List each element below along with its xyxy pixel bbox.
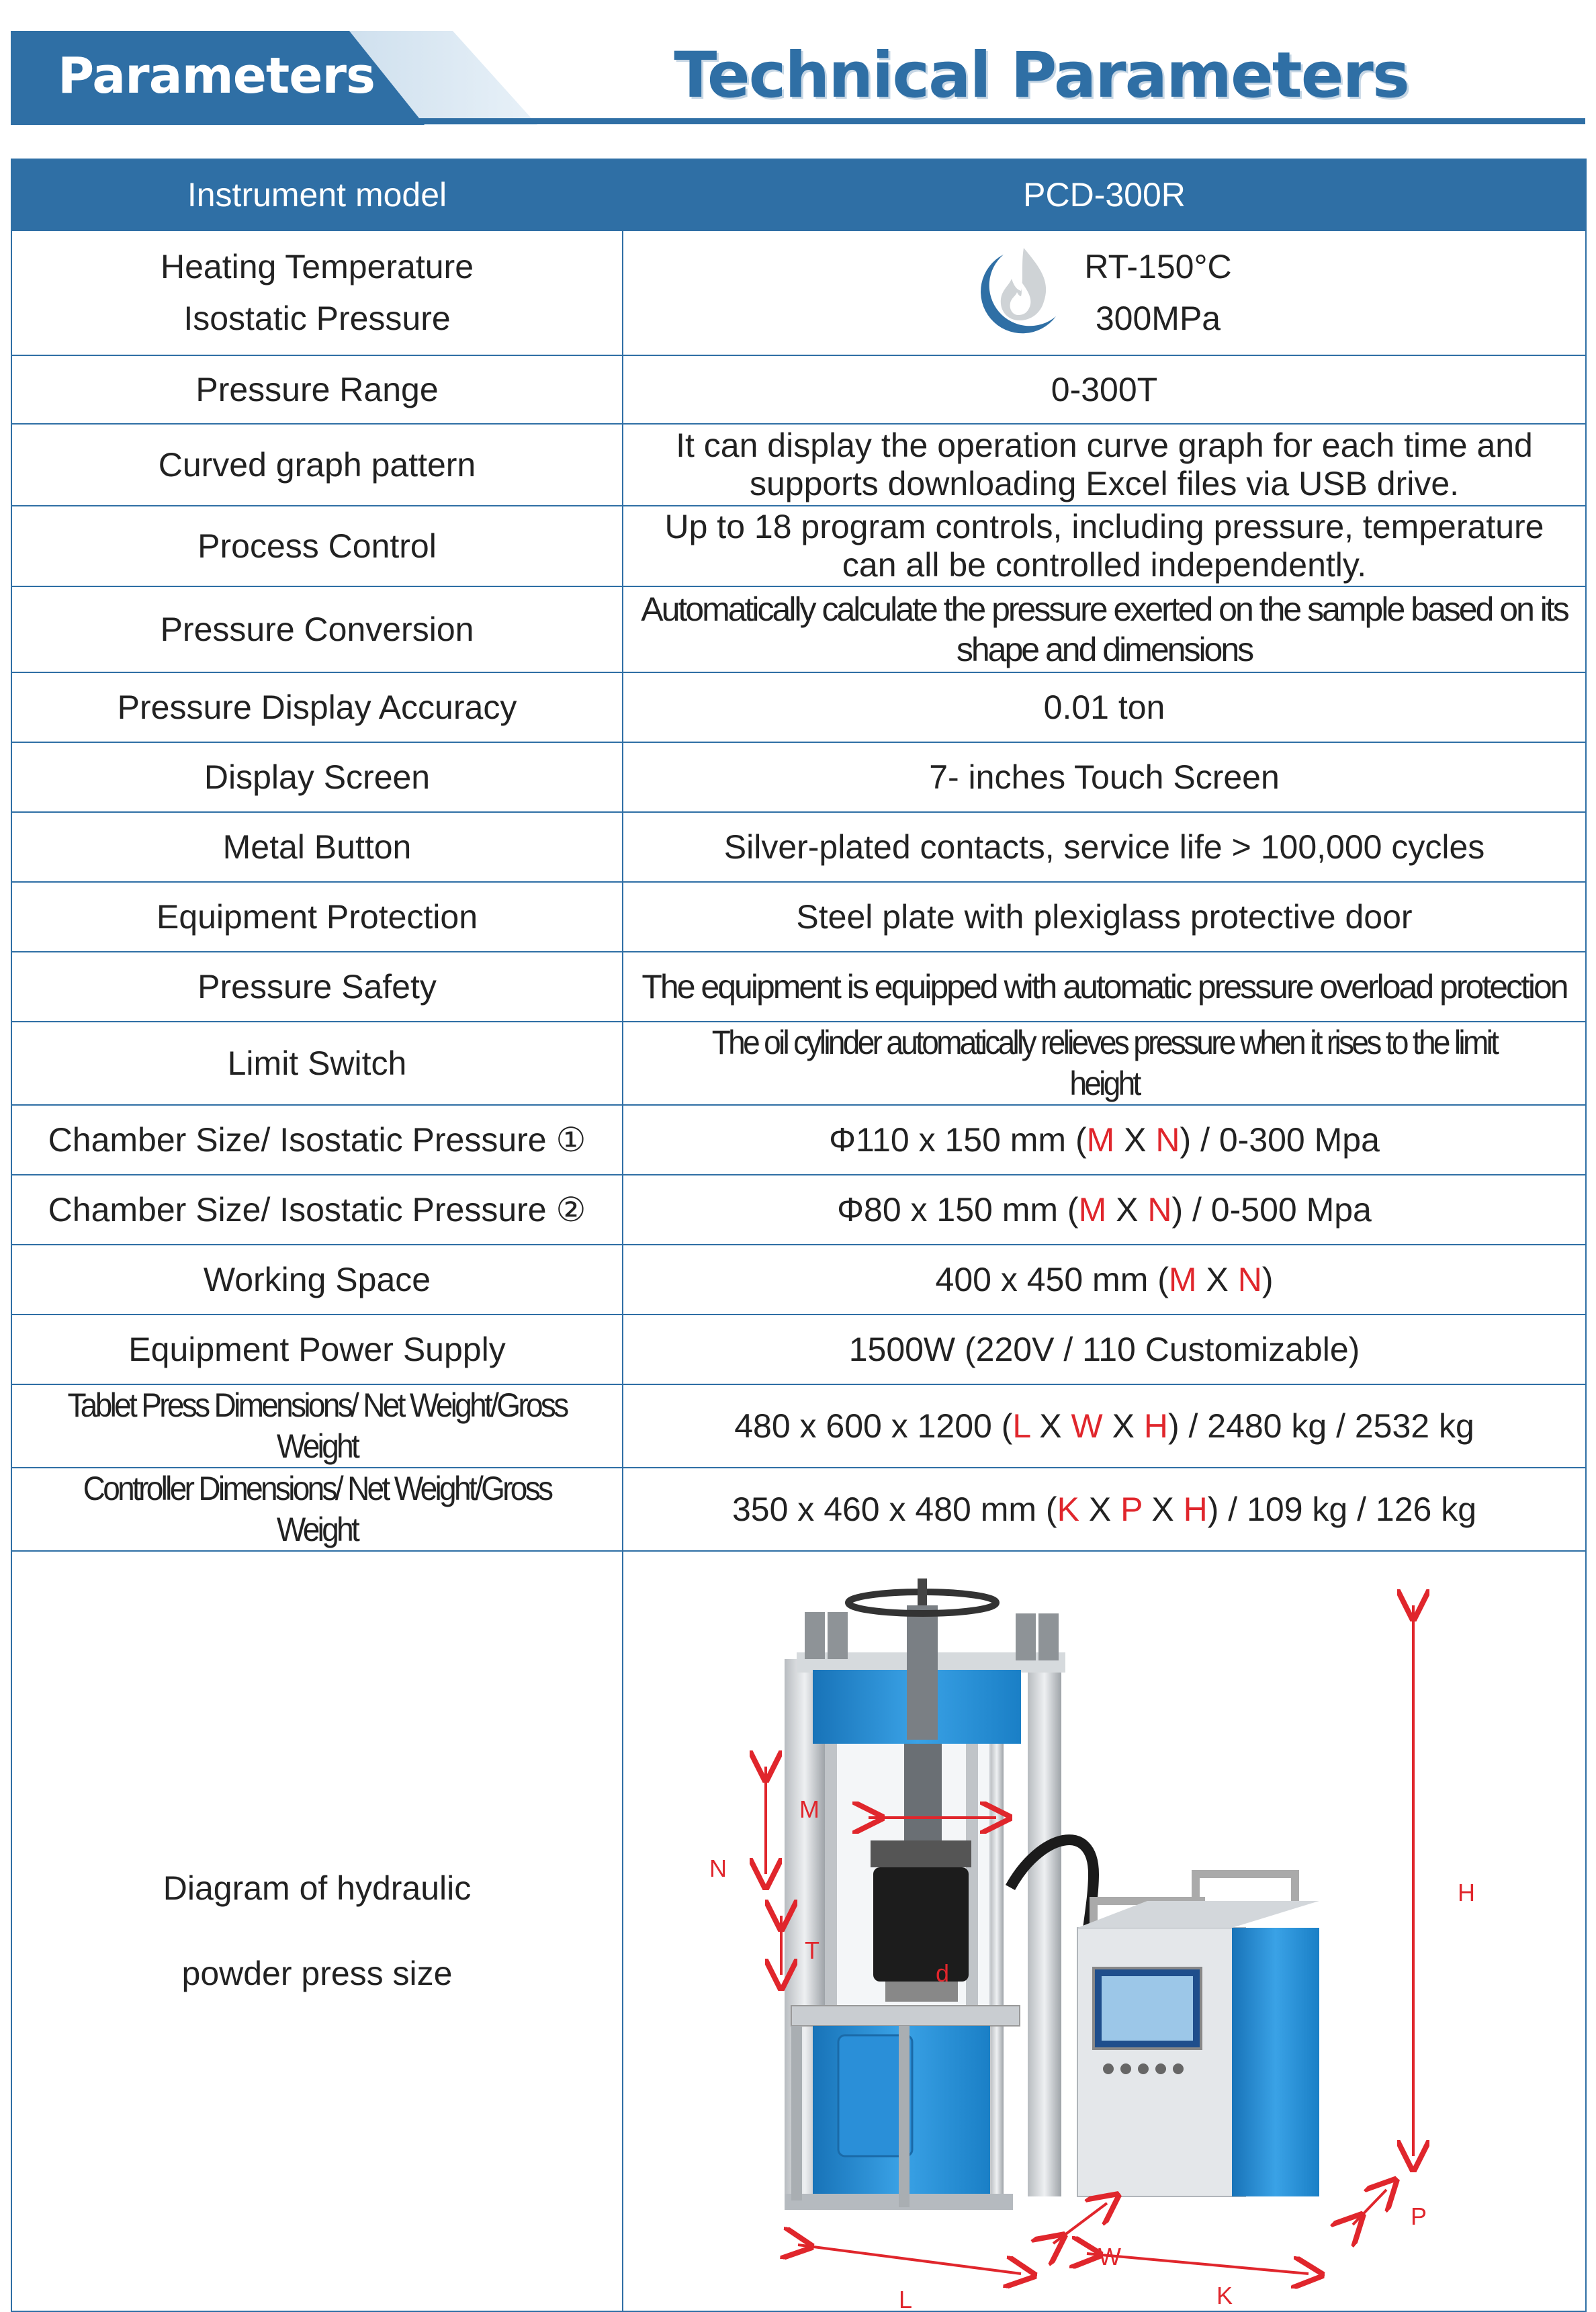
mark-m: M — [799, 1795, 819, 1823]
dim-n: N — [1147, 1190, 1172, 1229]
dim-w: W — [1071, 1407, 1103, 1445]
row-label: Chamber Size/ Isostatic Pressure ① — [11, 1105, 623, 1175]
dim-l: L — [1012, 1407, 1030, 1445]
table-row-tablet — [11, 1384, 1586, 1468]
heating-value-cell — [623, 230, 1586, 355]
spec-table — [11, 159, 1587, 2312]
controller-unit — [1077, 1874, 1319, 2196]
table-row-chamber-2 — [11, 1175, 1586, 1245]
mark-t: T — [805, 1937, 819, 1964]
dim-n: N — [1237, 1260, 1262, 1298]
dim-h: H — [1183, 1490, 1208, 1528]
row-label: Metal Button — [11, 812, 623, 882]
table-row-chamber-1 — [11, 1105, 1586, 1175]
row-label: Equipment Power Supply — [11, 1315, 623, 1384]
table-row — [11, 812, 1586, 882]
row-label: Process Control — [11, 506, 623, 586]
heating-label-2: Isostatic Pressure — [183, 300, 451, 337]
diagram-image-cell — [623, 1551, 1586, 2311]
tablet-press-machine — [785, 1579, 1065, 2210]
mark-w: W — [1098, 2243, 1121, 2270]
dim-k: K — [1057, 1490, 1079, 1528]
row-value: It can display the operation curve graph for each time and supports downloading Excel files via USB drive. — [623, 424, 1586, 506]
row-label: Chamber Size/ Isostatic Pressure ② — [11, 1175, 623, 1245]
page-title: Technical Parameters — [674, 39, 1409, 112]
arrow-p — [1353, 2190, 1386, 2225]
row-value: Silver-plated contacts, service life > 100,000 cycles — [623, 812, 1586, 882]
diagram-label-cell — [11, 1551, 623, 2311]
mark-n: N — [709, 1855, 727, 1882]
heating-value-2: 300MPa — [1095, 300, 1221, 337]
row-value: 400 x 450 mm (M X N) — [623, 1245, 1586, 1315]
dim-m: M — [1078, 1190, 1107, 1229]
mark-p: P — [1411, 2203, 1427, 2230]
table-row — [11, 355, 1586, 424]
mark-d: d — [936, 1959, 950, 1987]
table-row — [11, 742, 1586, 812]
table-row-heating — [11, 230, 1586, 355]
table-row — [11, 672, 1586, 742]
row-value: Steel plate with plexiglass protective door — [623, 882, 1586, 952]
limit-switch-value: The oil cylinder automatically relieves pressure when it rises to the limit height — [711, 1024, 1497, 1102]
table-row — [11, 882, 1586, 952]
row-value: The equipment is equipped with automatic pressure overload protection — [623, 952, 1586, 1022]
row-value: Φ110 x 150 mm (M X N) / 0-300 Mpa — [623, 1105, 1586, 1175]
row-label: Controller Dimensions/ Net Weight/Gross Weight — [11, 1468, 623, 1551]
row-label: Tablet Press Dimensions/ Net Weight/Gross Weight — [11, 1384, 623, 1468]
dim-n: N — [1155, 1120, 1180, 1159]
row-label: Curved graph pattern — [11, 424, 623, 506]
row-value: 480 x 600 x 1200 (L X W X H) / 2480 kg / 2532 kg — [623, 1384, 1586, 1468]
section-tab-title: Parameters — [58, 47, 375, 105]
row-value: 0.01 ton — [623, 672, 1586, 742]
diagram-label-2: powder press size — [181, 1955, 453, 1992]
mark-h: H — [1458, 1879, 1475, 1906]
table-row-controller — [11, 1468, 1586, 1551]
row-label: Pressure Conversion — [11, 586, 623, 672]
header-divider — [11, 118, 1585, 124]
row-value: 0-300T — [623, 355, 1586, 424]
row-label: Limit Switch — [11, 1022, 623, 1105]
arrow-w — [1053, 2203, 1107, 2243]
mark-l: L — [899, 2286, 913, 2311]
row-value: Φ80 x 150 mm (M X N) / 0-500 Mpa — [623, 1175, 1586, 1245]
row-label: Pressure Display Accuracy — [11, 672, 623, 742]
header-label: Instrument model — [11, 159, 623, 230]
row-label: Display Screen — [11, 742, 623, 812]
row-label: Equipment Protection — [11, 882, 623, 952]
heating-label-cell — [11, 230, 623, 355]
row-value: 1500W (220V / 110 Customizable) — [623, 1315, 1586, 1384]
row-value: 7- inches Touch Screen — [623, 742, 1586, 812]
table-row — [11, 586, 1586, 672]
row-value — [623, 1022, 1586, 1105]
dim-p: P — [1120, 1490, 1143, 1528]
row-value: Automatically calculate the pressure exerted on the sample based on its shape and dimensions — [623, 586, 1586, 672]
table-row — [11, 506, 1586, 586]
table-row — [11, 1022, 1586, 1105]
table-row-diagram — [11, 1551, 1586, 2311]
heating-label-1: Heating Temperature — [160, 248, 474, 285]
table-row — [11, 952, 1586, 1022]
header-value: PCD-300R — [623, 159, 1586, 230]
mark-k: K — [1216, 2282, 1233, 2309]
row-label: Working Space — [11, 1245, 623, 1315]
table-header-row — [11, 159, 1586, 230]
row-label: Pressure Safety — [11, 952, 623, 1022]
row-label: Pressure Range — [11, 355, 623, 424]
arrow-l — [798, 2245, 1021, 2274]
dim-h: H — [1143, 1407, 1168, 1445]
hydraulic-press-diagram — [623, 1552, 1587, 2311]
table-row-working-space — [11, 1245, 1586, 1315]
table-row — [11, 424, 1586, 506]
heating-value-1: RT-150°C — [1084, 247, 1232, 285]
flame-icon — [977, 241, 1064, 345]
diagram-label-1: Diagram of hydraulic — [163, 1869, 472, 1907]
row-value: 350 x 460 x 480 mm (K X P X H) / 109 kg / 126 kg — [623, 1468, 1586, 1551]
dim-m: M — [1168, 1260, 1197, 1298]
table-row-power — [11, 1315, 1586, 1384]
page-header — [0, 0, 1596, 128]
dim-m: M — [1086, 1120, 1115, 1159]
row-value: Up to 18 program controls, including pressure, temperature can all be controlled independently. — [623, 506, 1586, 586]
